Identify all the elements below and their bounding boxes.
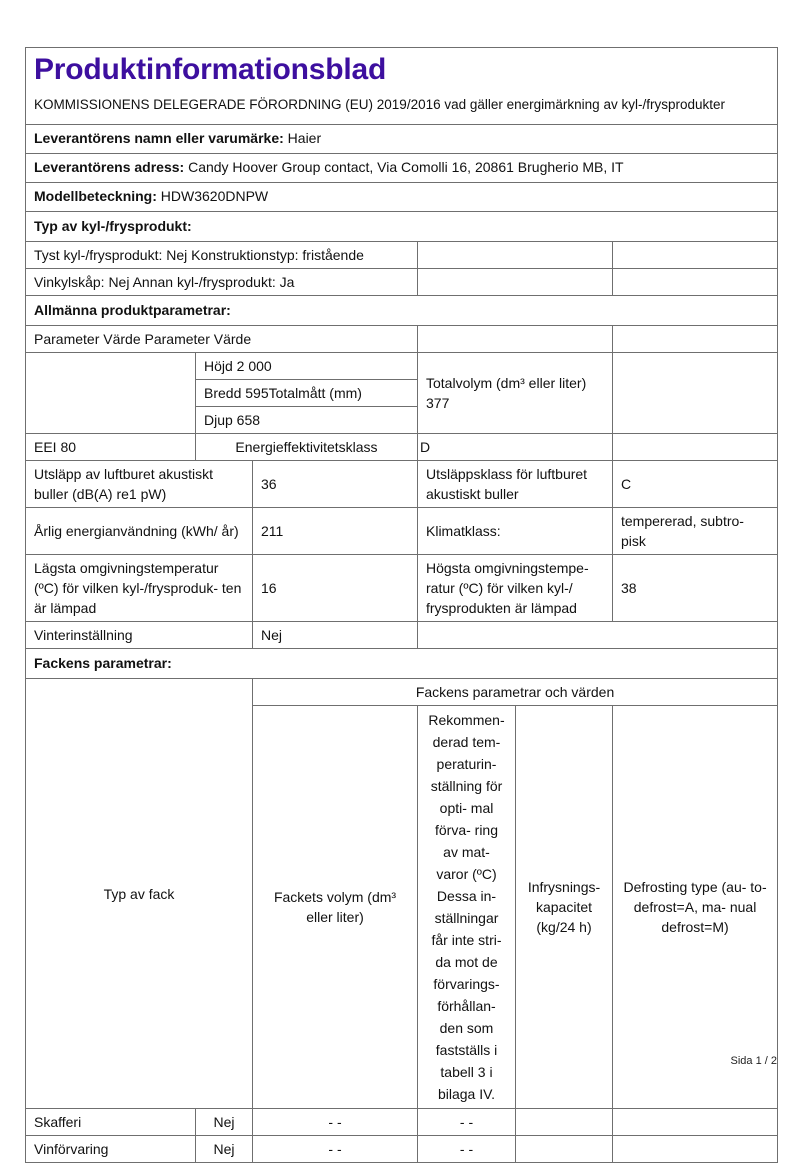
annual-energy-label: Årlig energianvändning (kWh/ år) — [26, 508, 253, 555]
model-label: Modellbeteckning: — [34, 188, 157, 204]
max-temp-label: Högsta omgivningstempe- ratur (ºC) för vilken kyl-/ frysprodukten är lämpad — [418, 555, 613, 622]
min-temp-label: Lägsta omgivningstemperatur (ºC) för vilken kyl-/frysproduk- ten är lämpad — [26, 555, 253, 622]
energy-class-label: Energieffektivitetsklass — [196, 434, 418, 461]
compartment-present: Nej — [196, 1136, 253, 1163]
compartments-heading: Fackens parametrar: — [26, 649, 778, 679]
info-table — [25, 47, 778, 1163]
noise-row — [26, 461, 778, 508]
eei-value: EEI 80 — [26, 434, 196, 461]
dimension-height: Höjd 2 000 — [196, 353, 418, 380]
product-type-silent: Tyst kyl-/frysprodukt: Nej Konstruktionstyp: fristående — [26, 242, 418, 269]
compartments-group-header-row — [26, 679, 778, 706]
supplier-address-row — [26, 154, 778, 183]
annual-energy-row — [26, 508, 778, 555]
supplier-name-value: Haier — [283, 130, 322, 146]
general-heading-row — [26, 296, 778, 326]
compartment-type: Skafferi — [26, 1109, 196, 1136]
product-type-row-2 — [26, 269, 778, 296]
dimension-width: Bredd 595Totalmått (mm) — [196, 380, 418, 407]
climate-value: tempererad, subtro- pisk — [613, 508, 778, 555]
annual-energy-value: 211 — [253, 508, 418, 555]
supplier-address-value: Candy Hoover Group contact, Via Comolli 16, 20861 Brugherio MB, IT — [184, 159, 624, 175]
product-type-heading-row — [26, 212, 778, 242]
compartment-type: Vinförvaring — [26, 1136, 196, 1163]
ambient-temp-row — [26, 555, 778, 622]
col-defrost-type: Defrosting type (au- to-defrost=A, ma- nual defrost=M) — [613, 706, 778, 1109]
compartment-row — [26, 1109, 778, 1136]
min-temp-value: 16 — [253, 555, 418, 622]
model-row — [26, 183, 778, 212]
compartments-group-header: Fackens parametrar och värden — [253, 679, 778, 706]
dimension-height-row — [26, 353, 778, 380]
col-compartment-type: Typ av fack — [26, 679, 253, 1109]
compartment-temp: - - — [418, 1109, 516, 1136]
compartments-heading-row — [26, 649, 778, 679]
compartment-volume: - - — [253, 1136, 418, 1163]
regulation-text: KOMMISSIONENS DELEGERADE FÖRORDNING (EU) 2019/2016 vad gäller energimärkning av kyl-/frysprodukter — [34, 97, 725, 112]
general-heading: Allmänna produktparametrar: — [26, 296, 778, 326]
compartment-defrost — [613, 1136, 778, 1163]
document-title: Produktinformationsblad — [34, 53, 387, 86]
total-volume: Totalvolym (dm³ eller liter) 377 — [418, 353, 613, 434]
compartment-present: Nej — [196, 1109, 253, 1136]
supplier-name-row — [26, 125, 778, 154]
winter-setting-row — [26, 622, 778, 649]
winter-label: Vinterinställning — [26, 622, 253, 649]
page-number: Sida 1 / 2 — [730, 1055, 777, 1067]
max-temp-value: 38 — [613, 555, 778, 622]
title-row — [26, 48, 778, 125]
noise-class-label: Utsläppsklass för luftburet akustiskt buller — [418, 461, 613, 508]
general-header: Parameter Värde Parameter Värde — [26, 326, 418, 353]
noise-class-value: C — [613, 461, 778, 508]
energy-class-row — [26, 434, 778, 461]
col-volume: Fackets volym (dm³ eller liter) — [253, 706, 418, 1109]
product-type-heading: Typ av kyl-/frysprodukt: — [26, 212, 778, 242]
noise-label: Utsläpp av luftburet akustiskt buller (dB(A) re1 pW) — [26, 461, 253, 508]
compartment-temp: - - — [418, 1136, 516, 1163]
compartment-row — [26, 1136, 778, 1163]
compartment-defrost — [613, 1109, 778, 1136]
model-value: HDW3620DNPW — [156, 188, 269, 204]
energy-class-value: D — [418, 434, 613, 461]
supplier-name-label: Leverantörens namn eller varumärke: — [34, 130, 284, 146]
supplier-address-label: Leverantörens adress: — [34, 159, 185, 175]
product-information-sheet — [25, 47, 777, 1163]
climate-label: Klimatklass: — [418, 508, 613, 555]
compartment-volume: - - — [253, 1109, 418, 1136]
compartment-freeze — [516, 1109, 613, 1136]
compartment-freeze — [516, 1136, 613, 1163]
dimension-depth: Djup 658 — [196, 407, 418, 434]
noise-value: 36 — [253, 461, 418, 508]
general-header-row — [26, 326, 778, 353]
product-type-wine: Vinkylskåp: Nej Annan kyl-/frysprodukt: Ja — [26, 269, 418, 296]
winter-value: Nej — [253, 622, 418, 649]
product-type-row-1 — [26, 242, 778, 269]
col-recommended-temp: Rekommen- derad tem- peraturin- ställning för opti- mal förva- ring av mat- varor (ºC) Dessa in- ställningar får inte stri- da mot de förvarings- förhållan- den som fastställs i tabell 3 i bilaga IV. — [418, 706, 516, 1109]
col-freezing-capacity: Infrysnings- kapacitet (kg/24 h) — [516, 706, 613, 1109]
